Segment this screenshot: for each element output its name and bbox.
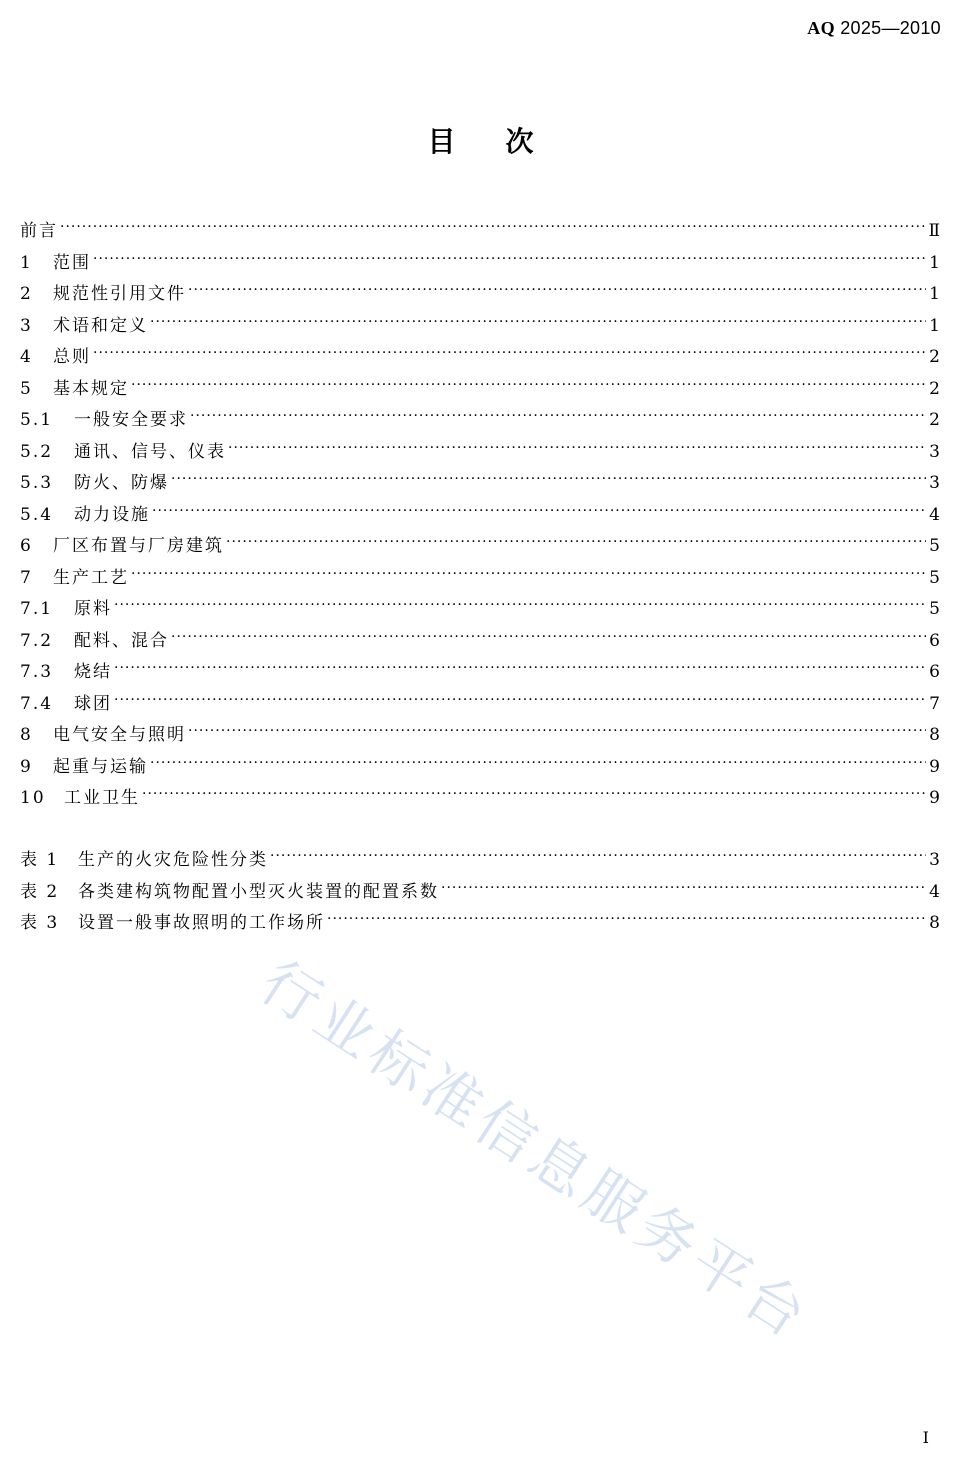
toc-entry-number: 5 <box>20 378 33 399</box>
toc-entry-number: 5.2 <box>20 441 54 462</box>
toc-entry-page: 7 <box>929 693 940 714</box>
toc-entry-number: 5.3 <box>20 473 54 493</box>
toc-entry-number: 7.4 <box>20 693 54 714</box>
toc-entry-page: 5 <box>929 536 940 556</box>
toc-entry-label: 基本规定 <box>53 378 129 399</box>
toc-entry-page: 1 <box>929 315 940 336</box>
toc-entry-label: 配料、混合 <box>74 630 169 651</box>
table-entry[interactable] <box>20 908 940 940</box>
toc-entry-label: 原料 <box>74 599 112 619</box>
dot-leader <box>114 590 926 622</box>
dot-leader <box>142 779 926 811</box>
dot-leader <box>188 275 926 307</box>
toc-entry-page: 5 <box>929 567 940 588</box>
toc-entry-number: 3 <box>20 315 33 336</box>
dot-leader <box>171 464 926 496</box>
dot-leader <box>60 212 926 244</box>
toc-entry-label: 总则 <box>53 347 91 367</box>
toc-entry[interactable] <box>20 783 940 815</box>
dot-leader <box>114 685 926 717</box>
toc-entry-label: 起重与运输 <box>53 756 148 777</box>
toc-entry-page: 6 <box>929 630 940 651</box>
table-entry-number: 表 1 <box>20 850 60 870</box>
toc-entry-label: 烧结 <box>74 662 112 682</box>
dot-leader <box>171 622 926 654</box>
table-list <box>20 845 940 940</box>
toc-entry-page: 3 <box>929 473 940 493</box>
dot-leader <box>441 873 926 905</box>
dot-leader <box>188 716 926 748</box>
toc-entry-page: 9 <box>929 788 940 808</box>
toc-entry-page: 9 <box>929 756 940 777</box>
table-entry-label: 生产的火灾危险性分类 <box>78 850 268 870</box>
dot-leader <box>190 401 926 433</box>
toc-entry-page: 1 <box>929 252 940 273</box>
toc-entry-label: 动力设施 <box>74 504 150 525</box>
toc-entry-number: 9 <box>20 756 33 777</box>
toc-entry-number: 4 <box>20 347 33 367</box>
toc-entry-page: 2 <box>929 410 940 430</box>
toc-entry-label: 前言 <box>20 221 58 241</box>
toc-entry-page: 4 <box>929 504 940 525</box>
dot-leader <box>327 904 926 936</box>
standard-code-number: 2025—2010 <box>840 18 941 38</box>
toc-entry-number: 6 <box>20 536 33 556</box>
standard-code-prefix: AQ <box>807 18 835 38</box>
toc-entry-page: 3 <box>929 441 940 462</box>
toc-entry-label: 范围 <box>53 252 91 273</box>
toc-entry-label: 生产工艺 <box>53 567 129 588</box>
dot-leader <box>150 748 926 780</box>
toc-entry-number: 7.2 <box>20 630 54 651</box>
toc-entry-label: 电气安全与照明 <box>53 725 186 745</box>
page-number: I <box>922 1428 929 1447</box>
table-entry-page: 4 <box>929 881 940 902</box>
toc-entry-label: 球团 <box>74 693 112 714</box>
table-entry-page: 8 <box>929 913 940 933</box>
toc-entry-page: 5 <box>929 599 940 619</box>
table-entry-number: 表 3 <box>20 913 60 933</box>
watermark: 行业标准信息服务平台 <box>248 947 823 1354</box>
toc-entry-label: 厂区布置与厂房建筑 <box>53 536 224 556</box>
toc-entry-page: 6 <box>929 662 940 682</box>
dot-leader <box>93 244 926 276</box>
toc-entry-number: 8 <box>20 725 33 745</box>
dot-leader <box>270 841 926 873</box>
toc-entry-number: 2 <box>20 284 33 304</box>
table-entry-number: 表 2 <box>20 881 60 902</box>
toc-entry-number: 10 <box>20 788 46 808</box>
dot-leader <box>93 338 926 370</box>
toc-entry-label: 工业卫生 <box>64 788 140 808</box>
dot-leader <box>131 559 926 591</box>
standard-code <box>807 18 941 39</box>
toc-entry-number: 5.1 <box>20 410 54 430</box>
toc-entry-page: 2 <box>929 347 940 367</box>
toc-entry-page: 8 <box>929 725 940 745</box>
toc-entry-page: Ⅱ <box>928 221 940 241</box>
table-entry-label: 设置一般事故照明的工作场所 <box>78 913 325 933</box>
toc-entry-number: 5.4 <box>20 504 54 525</box>
table-entry-page: 3 <box>929 850 940 870</box>
toc-entry-number: 1 <box>20 252 33 273</box>
toc-entry-label: 通讯、信号、仪表 <box>74 441 226 462</box>
toc-entry-label: 防火、防爆 <box>74 473 169 493</box>
page-title: 目次 <box>427 125 584 158</box>
toc-entry-label: 一般安全要求 <box>74 410 188 430</box>
dot-leader <box>114 653 926 685</box>
toc-list <box>20 216 940 815</box>
toc-entry-label: 规范性引用文件 <box>53 284 186 304</box>
toc-entry-label: 术语和定义 <box>53 315 148 336</box>
toc-entry-page: 1 <box>929 284 940 304</box>
toc-entry-number: 7.1 <box>20 599 54 619</box>
toc-entry-number: 7 <box>20 567 33 588</box>
dot-leader <box>152 496 926 528</box>
dot-leader <box>131 370 926 402</box>
table-entry-label: 各类建构筑物配置小型灭火装置的配置系数 <box>78 881 439 902</box>
dot-leader <box>228 433 926 465</box>
dot-leader <box>226 527 926 559</box>
dot-leader <box>150 307 926 339</box>
toc-entry-page: 2 <box>929 378 940 399</box>
toc-entry-number: 7.3 <box>20 662 54 682</box>
